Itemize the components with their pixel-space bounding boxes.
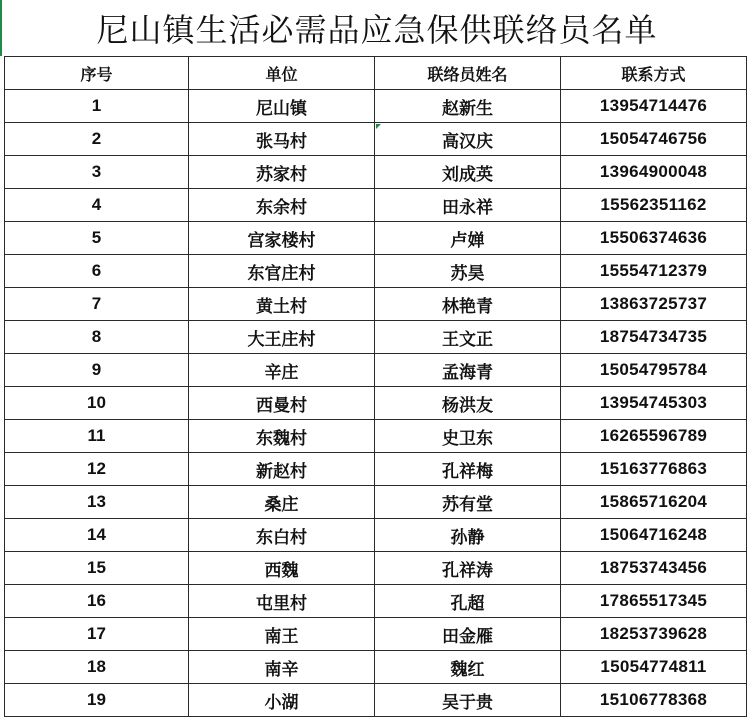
cell-no[interactable]: 6 (5, 255, 189, 288)
cell-phone[interactable]: 16265596789 (561, 420, 747, 453)
cell-phone[interactable]: 13954714476 (561, 90, 747, 123)
cell-phone[interactable]: 13954745303 (561, 387, 747, 420)
cell-no[interactable]: 5 (5, 222, 189, 255)
cell-phone[interactable]: 15562351162 (561, 189, 747, 222)
cell-unit[interactable]: 黄土村 (189, 288, 375, 321)
cell-phone[interactable]: 13863725737 (561, 288, 747, 321)
table-row (5, 651, 747, 684)
cell-phone[interactable]: 15054774811 (561, 651, 747, 684)
table-row (5, 222, 747, 255)
cell-unit[interactable]: 东官庄村 (189, 255, 375, 288)
cell-name[interactable]: 赵新生 (375, 90, 561, 123)
cell-no[interactable]: 4 (5, 189, 189, 222)
cell-phone[interactable]: 15554712379 (561, 255, 747, 288)
cell-name[interactable]: 孔祥梅 (375, 453, 561, 486)
cell-unit[interactable]: 尼山镇 (189, 90, 375, 123)
cell-unit[interactable]: 屯里村 (189, 585, 375, 618)
cell-no[interactable]: 15 (5, 552, 189, 585)
cell-no[interactable]: 9 (5, 354, 189, 387)
cell-unit[interactable]: 东白村 (189, 519, 375, 552)
cell-name[interactable]: 卢婵 (375, 222, 561, 255)
cell-no[interactable]: 14 (5, 519, 189, 552)
cell-name[interactable]: 王文正 (375, 321, 561, 354)
cell-unit[interactable]: 辛庄 (189, 354, 375, 387)
cell-phone[interactable]: 18253739628 (561, 618, 747, 651)
cell-no[interactable]: 10 (5, 387, 189, 420)
cell-no[interactable]: 17 (5, 618, 189, 651)
cell-name[interactable]: 孔超 (375, 585, 561, 618)
cell-unit[interactable]: 南辛 (189, 651, 375, 684)
cell-name[interactable]: 孟海青 (375, 354, 561, 387)
cell-phone[interactable]: 15054795784 (561, 354, 747, 387)
table-row (5, 255, 747, 288)
cell-unit[interactable]: 小湖 (189, 684, 375, 717)
cell-no[interactable]: 12 (5, 453, 189, 486)
header-cell-name[interactable]: 联络员姓名 (375, 57, 561, 90)
table-row (5, 354, 747, 387)
table-row (5, 552, 747, 585)
cell-name[interactable]: 苏昊 (375, 255, 561, 288)
cell-phone[interactable]: 13964900048 (561, 156, 747, 189)
table-row (5, 90, 747, 123)
cell-no[interactable]: 16 (5, 585, 189, 618)
cell-name[interactable]: 孙静 (375, 519, 561, 552)
cell-unit[interactable]: 宫家楼村 (189, 222, 375, 255)
cell-name[interactable]: 林艳青 (375, 288, 561, 321)
cell-no[interactable]: 1 (5, 90, 189, 123)
sheet-title[interactable]: 尼山镇生活必需品应急保供联络员名单 (0, 0, 752, 56)
cell-note-marker (376, 124, 381, 129)
table-row (5, 189, 747, 222)
cell-unit[interactable]: 东魏村 (189, 420, 375, 453)
cell-name[interactable]: 苏有堂 (375, 486, 561, 519)
table-row (5, 684, 747, 717)
cell-no[interactable]: 7 (5, 288, 189, 321)
cell-name[interactable]: 魏红 (375, 651, 561, 684)
table-row (5, 618, 747, 651)
cell-no[interactable]: 2 (5, 123, 189, 156)
header-cell-phone[interactable]: 联系方式 (561, 57, 747, 90)
table-row (5, 420, 747, 453)
cell-unit[interactable]: 桑庄 (189, 486, 375, 519)
cell-name[interactable]: 孔祥涛 (375, 552, 561, 585)
cell-unit[interactable]: 新赵村 (189, 453, 375, 486)
table-row (5, 585, 747, 618)
cell-phone[interactable]: 17865517345 (561, 585, 747, 618)
table-row (5, 519, 747, 552)
cell-unit[interactable]: 西魏 (189, 552, 375, 585)
cell-no[interactable]: 19 (5, 684, 189, 717)
cell-name[interactable]: 杨洪友 (375, 387, 561, 420)
cell-unit[interactable]: 大王庄村 (189, 321, 375, 354)
contact-table (4, 56, 747, 717)
cell-name[interactable]: 刘成英 (375, 156, 561, 189)
table-row (5, 156, 747, 189)
cell-name[interactable]: 高汉庆 (375, 123, 561, 156)
cell-no[interactable]: 8 (5, 321, 189, 354)
cell-name[interactable]: 田金雁 (375, 618, 561, 651)
cell-no[interactable]: 11 (5, 420, 189, 453)
cell-phone[interactable]: 15054746756 (561, 123, 747, 156)
table-row (5, 321, 747, 354)
table-row (5, 486, 747, 519)
table-body (5, 90, 747, 717)
cell-unit[interactable]: 苏家村 (189, 156, 375, 189)
cell-name[interactable]: 史卫东 (375, 420, 561, 453)
header-row (5, 57, 747, 90)
header-cell-no[interactable]: 序号 (5, 57, 189, 90)
cell-phone[interactable]: 18754734735 (561, 321, 747, 354)
cell-unit[interactable]: 西曼村 (189, 387, 375, 420)
cell-phone[interactable]: 15064716248 (561, 519, 747, 552)
header-cell-unit[interactable]: 单位 (189, 57, 375, 90)
cell-name[interactable]: 田永祥 (375, 189, 561, 222)
cell-unit[interactable]: 张马村 (189, 123, 375, 156)
cell-phone[interactable]: 15506374636 (561, 222, 747, 255)
cell-phone[interactable]: 15106778368 (561, 684, 747, 717)
table-row (5, 288, 747, 321)
cell-unit[interactable]: 南王 (189, 618, 375, 651)
cell-no[interactable]: 13 (5, 486, 189, 519)
cell-unit[interactable]: 东余村 (189, 189, 375, 222)
table-row (5, 453, 747, 486)
cell-phone[interactable]: 18753743456 (561, 552, 747, 585)
cell-no[interactable]: 18 (5, 651, 189, 684)
cell-phone[interactable]: 15163776863 (561, 453, 747, 486)
cell-no[interactable]: 3 (5, 156, 189, 189)
table-row (5, 387, 747, 420)
cell-name[interactable]: 吴于贵 (375, 684, 561, 717)
cell-phone[interactable]: 15865716204 (561, 486, 747, 519)
